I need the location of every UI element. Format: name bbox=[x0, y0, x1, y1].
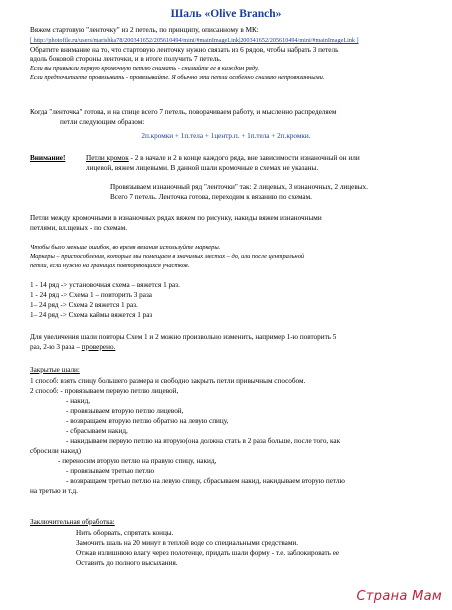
row-instruction: 1 - 14 ряд -> установочная схема – вяжется 1 раз. bbox=[30, 281, 180, 289]
method-line: 1 способ: взять спицу большего размера и свободно закрыть петли привычным способом. bbox=[30, 377, 306, 385]
attention-line: лицевой, вяжем лицевыми. В данной шали кромочные в схемах не указаны. bbox=[86, 164, 319, 172]
increase-note: Для увеличения шали повторы Схем 1 и 2 можно произвольно изменить, например 1-ю повторить 5 bbox=[30, 333, 337, 341]
step-line: - накид, bbox=[66, 397, 91, 405]
pattern-link[interactable]: [ http://photofile.ru/users/marishka78/200341652/205610494/mini/#mainImageLink|200341652/205610494/mini/#mainImageLink ] bbox=[30, 37, 359, 44]
note-line: вдоль боковой стороны ленточки, и в итоге получить 7 петель. bbox=[30, 55, 222, 63]
attention-line: Всего 7 петель. Ленточка готова, переходим к вязанию по схемам. bbox=[110, 193, 312, 201]
ribbon-text: петли следующим образом: bbox=[60, 118, 145, 126]
increase-note bbox=[30, 343, 115, 352]
site-watermark: Страна Мам bbox=[356, 589, 442, 604]
intro-text: Вяжем стартовую "ленточку" из 2 петель, по принципу, описанному в МК: bbox=[30, 26, 259, 34]
marker-tip: Маркеры – приспособления, которые мы помещаем в значимых местах – до, или после центральной bbox=[30, 253, 305, 260]
step-line: на третью и т.д. bbox=[30, 487, 78, 495]
edge-stitches-term: Петли кромок bbox=[86, 154, 129, 162]
paragraph-line: Петли между кромочными в изнаночных рядах вяжем по рисунку, накиды вяжем изнаночными bbox=[30, 214, 322, 222]
attention-line: Провязываем изнаночный ряд "ленточки" так: 2 лицевых, 3 изнаночных, 2 лицевых. bbox=[110, 183, 368, 191]
step-line: сбросили накид) bbox=[30, 447, 81, 455]
marker-tip: петли, если нужно на границах повторяющихся участков. bbox=[30, 262, 190, 269]
step-line: - сбрасываем накид, bbox=[66, 427, 128, 435]
step-line: - переносим вторую петлю на правую спицу, накид, bbox=[58, 457, 217, 465]
step-line: - провязываем третью петлю bbox=[66, 467, 155, 475]
note-italic: Если предпочитаете провязывать - провязывайте. Я обычно эти петли особенно снимаю непровязанными. bbox=[30, 74, 325, 81]
step-line: - накидываем первую петлю на вторую(она должна стать в 2 раза больше, после того, как bbox=[66, 437, 341, 445]
attention-line bbox=[86, 154, 360, 163]
step-line: - провязываем вторую петлю лицевой, bbox=[66, 407, 184, 415]
stitch-formula: 2п.кромки + 1п.тела + 1центр.п. + 1п.тела + 2п.кромки. bbox=[141, 132, 311, 140]
ribbon-text: Когда "ленточка" готова, и на спице всего 7 петель, поворачиваем работу, и мысленно распределяем bbox=[30, 108, 337, 116]
final-step: Замочить шаль на 20 минут в теплой воде со специальными средствами. bbox=[76, 539, 299, 547]
method-line: 2 способ: - провязываем первую петлю лицевой, bbox=[30, 387, 179, 395]
section-title: Заключительная обработка: bbox=[30, 518, 115, 526]
section-title: Закрытые шали: bbox=[30, 366, 80, 374]
row-instruction: 1– 24 ряд -> Схема 2 вяжется 1 раз. bbox=[30, 301, 138, 309]
note-line: Обратите внимание на то, что стартовую ленточку нужно связать из 6 рядов, чтобы набрать 3 петель bbox=[30, 46, 339, 54]
step-line: - возвращаем третью петлю на левую спицу, сбрасываем накид, накидываем вторую петлю bbox=[66, 477, 345, 485]
final-step: Нить оборвать, спрятать концы. bbox=[76, 529, 174, 537]
final-step: Отжав излишнюю влагу через полотенце, придать шали форму - т.е. заблокировать ее bbox=[76, 549, 340, 557]
page-title: Шаль «Olive Branch» bbox=[170, 8, 282, 20]
step-line: - возвращаем вторую петлю обратно на левую спицу, bbox=[66, 417, 229, 425]
paragraph-line: петлями, вл.щевых - по схемам. bbox=[30, 224, 128, 232]
note-italic: Если вы привыкли первую кромочную петлю снимать - снимайте ее в каждом ряду. bbox=[30, 65, 259, 72]
final-step: Оставить до полного высыхания. bbox=[76, 559, 178, 567]
verified-term: проверено. bbox=[81, 343, 116, 351]
marker-tip: Чтобы было меньше ошибок, во время вязания используйте маркеры. bbox=[30, 244, 221, 251]
attention-text: - 2 в начале и 2 в конце каждого ряда, вне зависимости изнаночный он или bbox=[128, 154, 360, 162]
row-instruction: 1– 24 ряд -> Схема каймы вяжется 1 раз bbox=[30, 311, 153, 319]
attention-label: Внимание! bbox=[30, 154, 66, 162]
increase-text: раз, 2-ю 3 раза – bbox=[30, 343, 82, 351]
row-instruction: 1 - 24 ряд -> Схема 1 – повторить 3 раза bbox=[30, 291, 152, 299]
